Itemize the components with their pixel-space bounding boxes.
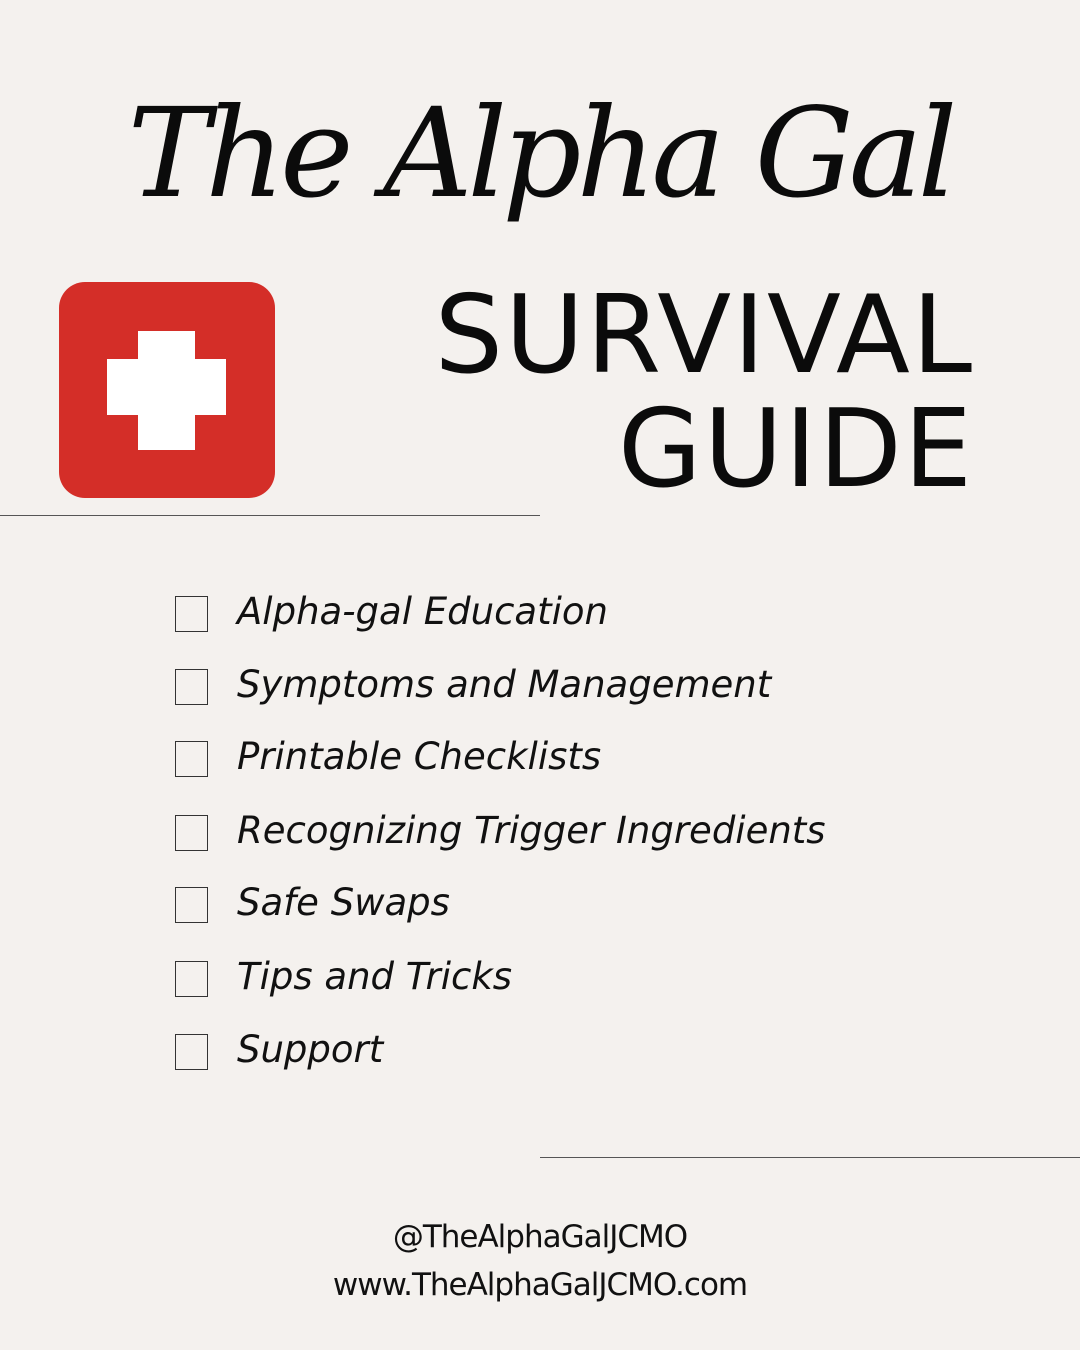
checkbox[interactable]	[175, 669, 208, 705]
bottom-divider	[540, 1157, 1080, 1158]
checklist-item-label: Support	[237, 1028, 384, 1071]
cross-vertical-bar	[138, 331, 195, 450]
checklist-item-label: Safe Swaps	[237, 881, 450, 924]
checkbox[interactable]	[175, 596, 208, 632]
checkbox[interactable]	[175, 1034, 208, 1070]
checkbox[interactable]	[175, 815, 208, 851]
medical-cross-icon	[59, 282, 275, 498]
page-title: The Alpha Gal	[127, 82, 953, 226]
checkbox[interactable]	[175, 887, 208, 923]
checkbox[interactable]	[175, 741, 208, 777]
website-link[interactable]: www.TheAlphaGalJCMO.com	[332, 1267, 748, 1303]
social-handle: @TheAlphaGalJCMO	[392, 1219, 688, 1255]
checkbox[interactable]	[175, 961, 208, 997]
top-divider	[0, 515, 540, 516]
checklist-item-label: Alpha-gal Education	[237, 590, 608, 633]
checklist-item-label: Symptoms and Management	[237, 663, 772, 706]
guide-heading-line2: GUIDE	[618, 387, 974, 512]
checklist-item-label: Recognizing Trigger Ingredients	[237, 809, 826, 852]
guide-heading-line1: SURVIVAL	[434, 273, 974, 398]
checklist-item-label: Printable Checklists	[237, 735, 602, 778]
checklist-item-label: Tips and Tricks	[237, 955, 513, 998]
guide-heading	[434, 273, 975, 512]
